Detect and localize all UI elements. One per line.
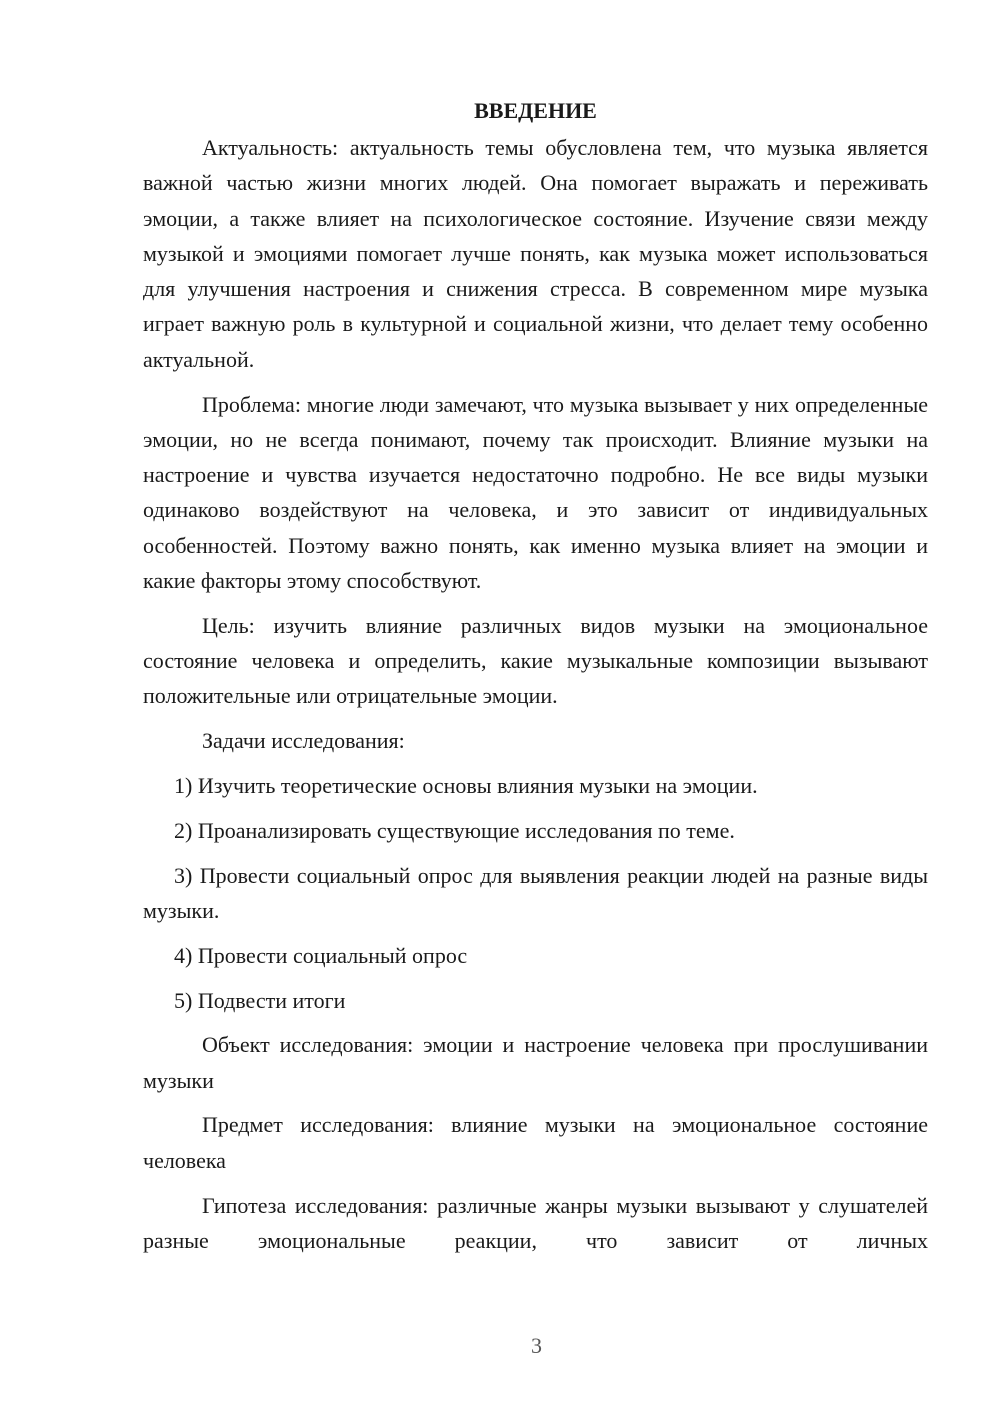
hypothesis-paragraph: Гипотеза исследования: различные жанры музыки вызывают у слушателей разные эмоциональные реакции, что зависит от личных [143,1192,928,1253]
page-body [143,93,928,1268]
page-number: 3 [531,1333,542,1358]
tasks-heading: Задачи исследования: [202,728,405,754]
task-item-3: 3) Провести социальный опрос для выявления реакции людей на разные виды музыки. [143,862,928,923]
task-item-2: 2) Проанализировать существующие исследования по теме. [174,817,735,843]
object-paragraph: Объект исследования: эмоции и настроение человека при прослушивании музыки [143,1032,928,1093]
problem-paragraph: Проблема: многие люди замечают, что музыка вызывает у них определенные эмоции, но не всегда понимают, почему так происходит. Влияние музыки на настроение и чувства изучается недостаточно подробно. Не все виды музыки одинаково воздействуют на человека, и это зависит от индивидуальных особенностей. Поэтому важно понять, как именно музыка влияет на эмоции и какие факторы этому способствуют. [143,391,928,594]
relevance-paragraph: Актуальность: актуальность темы обусловлена тем, что музыка является важной частью жизни многих людей. Она помогает выражать и переживать эмоции, а также влияет на психологическое состояние. Изучение связи между музыкой и эмоциями помогает лучше понять, как музыка может использоваться для улучшения настроения и снижения стресса. В современном мире музыка играет важную роль в культурной и социальной жизни, что делает тему особенно актуальной. [143,135,928,372]
task-item-4: 4) Провести социальный опрос [174,942,468,968]
task-item-1: 1) Изучить теоретические основы влияния музыки на эмоции. [174,773,758,799]
task-item-5: 5) Подвести итоги [174,987,346,1013]
subject-paragraph: Предмет исследования: влияние музыки на эмоциональное состояние человека [143,1112,928,1173]
section-title: ВВЕДЕНИЕ [474,98,597,123]
goal-paragraph: Цель: изучить влияние различных видов музыки на эмоциональное состояние человека и определить, какие музыкальные композиции вызывают положительные или отрицательные эмоции. [143,612,928,709]
